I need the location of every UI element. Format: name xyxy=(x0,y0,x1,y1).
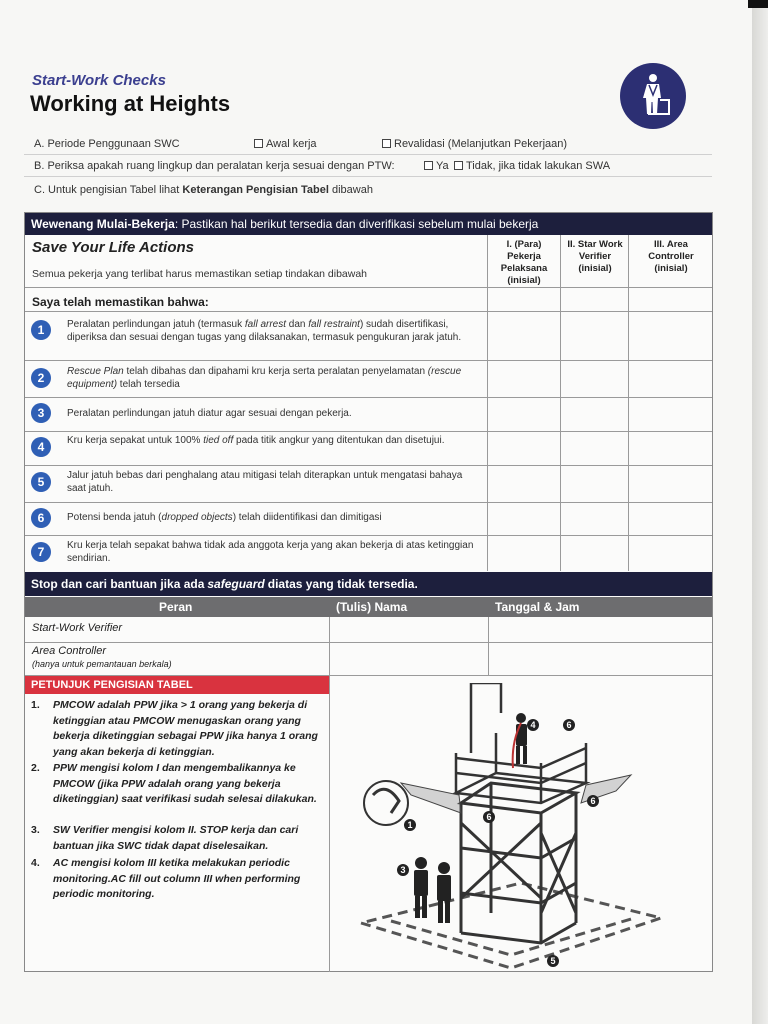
signoff-header xyxy=(25,597,712,617)
item-number-3: 3 xyxy=(31,403,51,423)
item-text-5: Jalur jatuh bebas dari penghalang atau mitigasi telah diterapkan untuk mengatasi bahaya saat jatuh. xyxy=(67,470,463,494)
sla-subtitle: Semua pekerja yang terlibat harus memastikan setiap tindakan dibawah xyxy=(32,268,368,280)
col-head-controller: III. Area Controller (inisial) xyxy=(648,239,694,274)
head-nama: (Tulis) Nama xyxy=(336,600,408,614)
stop-bar: Stop dan cari bantuan jika ada safeguard diatas yang tidak tersedia. xyxy=(25,572,712,596)
svg-text:1: 1 xyxy=(407,820,413,830)
role-area-controller: Area Controller xyxy=(32,645,106,657)
doc-title: Working at Heights xyxy=(30,91,231,116)
svg-text:3: 3 xyxy=(400,865,406,875)
info-row-b xyxy=(24,155,712,177)
item-number-2: 2 xyxy=(31,368,51,388)
paper-edge xyxy=(752,0,768,1024)
info-b-label: B. Periksa apakah ruang lingkup dan peralatan kerja sesuai dengan PTW: xyxy=(34,159,395,172)
info-a-label: A. Periode Penggunaan SWC xyxy=(34,137,180,150)
item-text-7: Kru kerja telah sepakat bahwa tidak ada anggota kerja yang akan bekerja di atas ketinggian sendirian. xyxy=(67,540,474,564)
item-number-4: 4 xyxy=(31,437,51,457)
authority-bar: Wewenang Mulai-Bekerja : Pastikan hal berikut tersedia dan diverifikasi sebelum mulai bekerja xyxy=(25,213,712,235)
info-c-text: C. Untuk pengisian Tabel lihat Keterangan Pengisian Tabel dibawah xyxy=(34,184,373,196)
sla-title: Save Your Life Actions xyxy=(32,239,194,256)
doc-subtitle: Start-Work Checks xyxy=(32,72,166,89)
col-head-verifier: II. Star Work Verifier (inisial) xyxy=(567,239,623,274)
role-area-controller-note: (hanya untuk pemantauan berkala) xyxy=(32,659,172,669)
item-number-5: 5 xyxy=(31,472,51,492)
instruction-2: 2. PPW mengisi kolom I dan mengembalikannya ke PMCOW (jika PPW adalah orang yang bekerja diketinggian) saat verifikasi sudah selesai dilakukan. xyxy=(31,762,317,805)
item-text-1: Peralatan perlindungan jatuh (termasuk fall arrest dan fall restraint) sudah disertifikasi, diperiksa dan sesuai dengan tugas yang dilaksanakan, termasuk pengukuran jarak jatuh. xyxy=(67,319,462,343)
confirm-heading: Saya telah memastikan bahwa: xyxy=(32,295,209,309)
item-text-2: Rescue Plan telah dibahas dan dipahami kru kerja serta peralatan penyelamatan (rescue equipment) telah tersedia xyxy=(67,366,462,390)
info-row-a xyxy=(24,133,712,155)
item-text-6: Potensi benda jatuh (dropped objects) telah diidentifikasi dan dimitigasi xyxy=(67,512,382,523)
svg-text:6: 6 xyxy=(566,720,572,730)
item-text-3: Peralatan perlindungan jatuh diatur agar sesuai dengan pekerja. xyxy=(67,408,352,419)
item-number-7: 7 xyxy=(31,542,51,562)
worker-harness-icon xyxy=(620,63,686,129)
item-text-4: Kru kerja sepakat untuk 100% tied off pada titik angkur yang ditentukan dan disetujui. xyxy=(67,435,445,446)
checkbox-awal-kerja[interactable]: Awal kerja xyxy=(254,138,317,150)
head-peran: Peran xyxy=(159,600,193,614)
svg-text:4: 4 xyxy=(530,720,536,730)
checkbox-revalidasi[interactable]: Revalidasi (Melanjutkan Pekerjaan) xyxy=(382,138,567,150)
instruction-4: 4. AC mengisi kolom III ketika melakukan periodic monitoring.AC fill out column III when performing periodic monitoring. xyxy=(31,857,301,900)
svg-text:6: 6 xyxy=(590,796,596,806)
swc-table xyxy=(24,212,713,972)
checkbox-tidak[interactable]: Tidak, jika tidak lakukan SWA xyxy=(454,160,610,172)
checkbox-ya[interactable]: Ya xyxy=(424,160,449,172)
item-number-6: 6 xyxy=(31,508,51,528)
instruction-1: 1. PMCOW adalah PPW jika > 1 orang yang bekerja di ketinggian atau PMCOW menugaskan orang yang bekerja diketinggian sebagai PPW jika hanya 1 orang yang akan bekerja di ketinggian. xyxy=(31,699,318,758)
instruction-3: 3. SW Verifier mengisi kolom II. STOP kerja dan cari bantuan jika SWC tidak dapat diselesaikan. xyxy=(31,824,299,852)
info-row-c xyxy=(24,179,712,201)
svg-text:6: 6 xyxy=(486,812,492,822)
head-tanggal: Tanggal & Jam xyxy=(495,600,580,614)
scaffold-fall-protection-illustration xyxy=(331,683,711,971)
item-number-1: 1 xyxy=(31,320,51,340)
petunjuk-header: PETUNJUK PENGISIAN TABEL xyxy=(25,676,329,694)
role-verifier: Start-Work Verifier xyxy=(32,622,123,634)
paper-corner-mark xyxy=(748,0,768,8)
svg-text:5: 5 xyxy=(550,956,556,966)
col-head-pekerja: I. (Para) Pekerja Pelaksana (inisial) xyxy=(500,239,548,286)
